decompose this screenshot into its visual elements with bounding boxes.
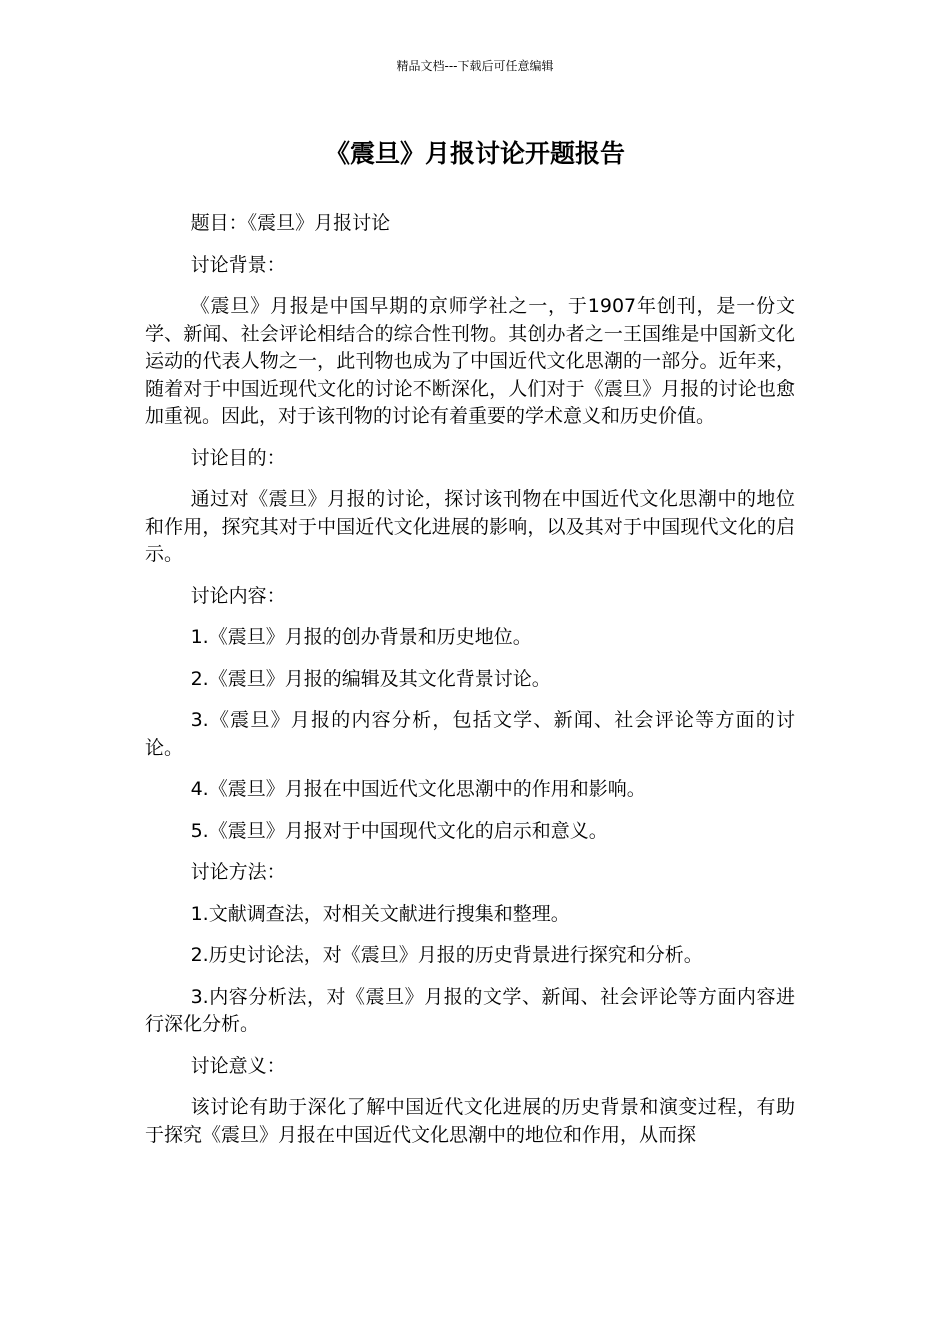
heading-content: 讨论内容：	[190, 584, 286, 607]
heading-significance: 讨论意义：	[190, 1054, 286, 1077]
list-item-content-3: 3.《震旦》月报的内容分析，包括文学、新闻、社会评论等方面的讨论。	[145, 709, 795, 759]
list-item-method-2: 2.历史讨论法，对《震旦》月报的历史背景进行探究和分析。	[190, 944, 703, 966]
list-item-content-4: 4.《震旦》月报在中国近代文化思潮中的作用和影响。	[190, 778, 646, 800]
document-title: 《震旦》月报讨论开题报告	[324, 139, 625, 168]
paragraph-purpose: 通过对《震旦》月报的讨论，探讨该刊物在中国近代文化思潮中的地位和作用，探究其对于中国近代文化进展的影响，以及其对于中国现代文化的启示。	[145, 488, 795, 565]
list-item-content-2: 2.《震旦》月报的编辑及其文化背景讨论。	[190, 667, 551, 690]
list-item-content-1: 1.《震旦》月报的创办背景和历史地位。	[190, 626, 532, 648]
heading-purpose: 讨论目的：	[190, 446, 286, 469]
paragraph-topic: 题目：《震旦》月报讨论	[190, 212, 391, 234]
list-item-method-1: 1.文献调查法，对相关文献进行搜集和整理。	[190, 902, 570, 925]
heading-method: 讨论方法：	[190, 861, 286, 883]
paragraph-background: 《震旦》月报是中国早期的京师学社之一，于1907年创刊，是一份文学、新闻、社会评论相结合的综合性刊物。其创办者之一王国维是中国新文化运动的代表人物之一，此刊物也成为了中国近代文化思潮的一部分。近年来，随着对于中国近现代文化的讨论不断深化，人们对于《震旦》月报的讨论也愈加重视。因此，对于该刊物的讨论有着重要的学术意义和历史价值。	[145, 295, 795, 427]
document-body	[145, 210, 795, 1149]
paragraph-significance: 该讨论有助于深化了解中国近代文化进展的历史背景和演变过程，有助于探究《震旦》月报在中国近代文化思潮中的地位和作用，从而探	[145, 1096, 795, 1146]
heading-background: 讨论背景：	[190, 253, 286, 276]
list-item-method-3: 3.内容分析法，对《震旦》月报的文学、新闻、社会评论等方面内容进行深化分析。	[145, 985, 795, 1035]
list-item-content-5: 5.《震旦》月报对于中国现代文化的启示和意义。	[190, 819, 608, 842]
page-header: 精品文档---下载后可任意编辑	[396, 59, 554, 73]
